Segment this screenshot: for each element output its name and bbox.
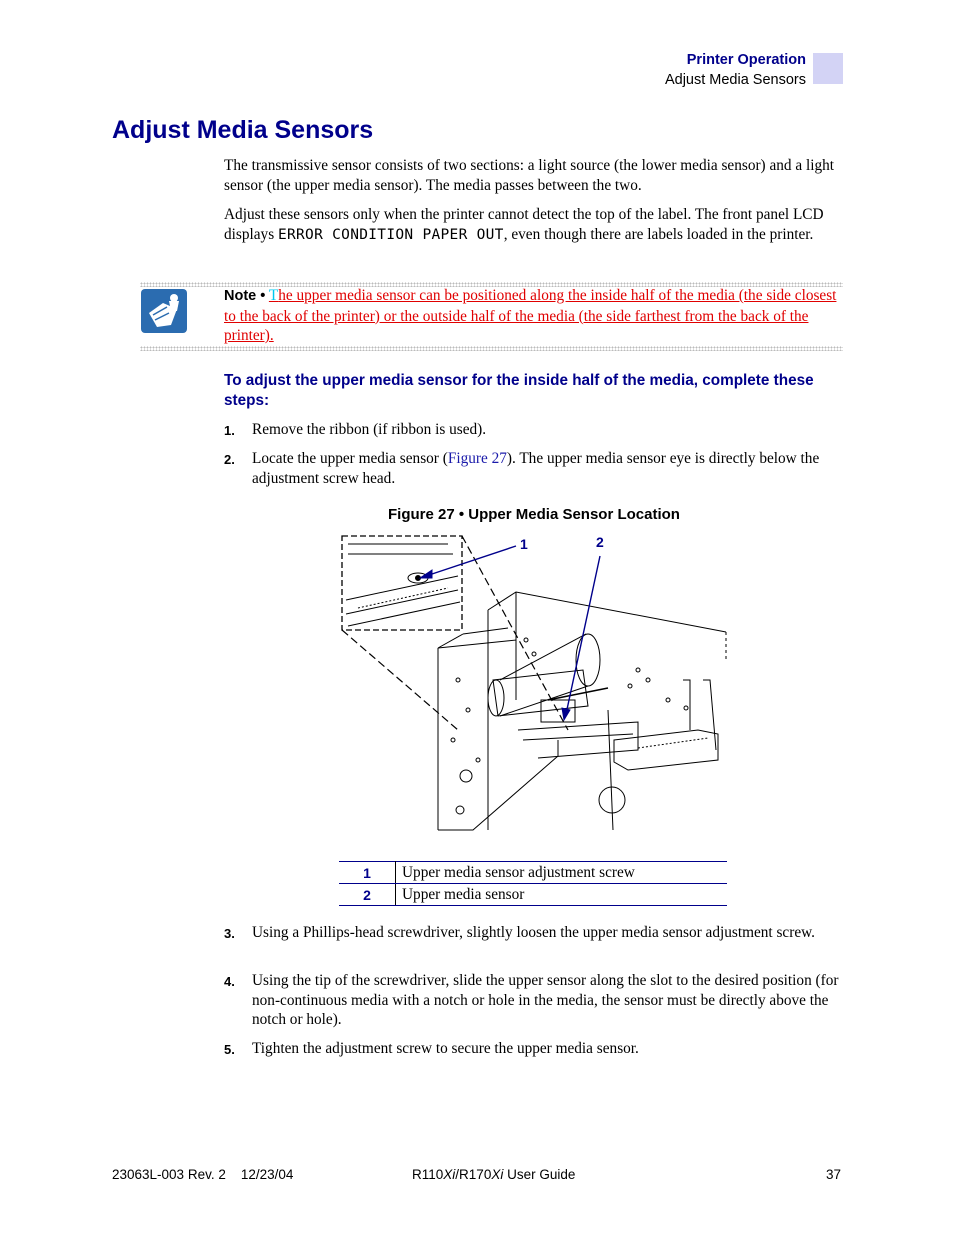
table-row	[339, 862, 727, 884]
figure-legend-table	[339, 861, 727, 906]
footer-guide-part: User Guide	[503, 1167, 576, 1182]
note-first-letter: T	[268, 287, 279, 304]
step-text-before: Locate the upper media sensor (	[252, 450, 448, 467]
footer-guide-part: Xi	[443, 1167, 456, 1182]
legend-number: 1	[339, 862, 396, 884]
intro-p2-before: Adjust these sensors only when the printer cannot detect the top of the label. The front panel LCD displays	[224, 206, 824, 243]
callout-2: 2	[596, 534, 604, 550]
footer-guide-part: R110	[412, 1167, 444, 1182]
step-number: 4.	[224, 974, 235, 989]
legend-description: Upper media sensor	[396, 884, 728, 906]
intro-paragraph-2	[224, 205, 844, 245]
page-title: Adjust Media Sensors	[112, 116, 374, 144]
lcd-message-code: ERROR CONDITION PAPER OUT	[277, 226, 504, 243]
printer-sensor-illustration	[338, 530, 728, 848]
step-text: Using the tip of the screwdriver, slide the upper sensor along the slot to the desired position (for non-continuous media with a notch or hole in the media, the sensor must be directly above the notch or hole).	[252, 972, 839, 1028]
header-section-title: Printer Operation	[686, 52, 806, 68]
footer-guide-part: /R170	[455, 1167, 492, 1182]
printer-frame	[438, 592, 726, 830]
legend-number: 2	[339, 884, 396, 906]
footer-doc-id	[112, 1167, 293, 1182]
step-number: 1.	[224, 423, 235, 438]
step-text: Remove the ribbon (if ribbon is used).	[252, 421, 487, 438]
header-subsection-title: Adjust Media Sensors	[664, 72, 806, 88]
step-text: Using a Phillips-head screwdriver, slightly loosen the upper media sensor adjustment screw.	[252, 924, 815, 941]
footer-guide-title	[412, 1167, 575, 1182]
table-row	[339, 884, 727, 906]
figure-27-link[interactable]: Figure 27	[447, 450, 507, 467]
procedure-heading: To adjust the upper media sensor for the inside half of the media, complete these steps:	[224, 372, 814, 409]
note-label: Note •	[224, 288, 266, 304]
header-tab-marker	[813, 53, 843, 84]
inset-detail-view	[342, 536, 462, 630]
step-number: 5.	[224, 1042, 235, 1057]
step-text	[252, 449, 842, 488]
footer-guide-part: Xi	[491, 1167, 504, 1182]
note-text	[224, 286, 844, 346]
note-bottom-rule	[140, 346, 843, 351]
footer-date: 12/23/04	[240, 1167, 294, 1182]
note-hand-icon	[141, 289, 187, 333]
step-number: 3.	[224, 926, 235, 941]
footer-page-number: 37	[825, 1167, 841, 1182]
callout-1: 1	[520, 536, 528, 552]
step-number: 2.	[224, 452, 235, 467]
step-text-after: ). The upper media sensor eye is directly below the adjustment screw head.	[252, 450, 820, 487]
step-text: Tighten the adjustment screw to secure the upper media sensor.	[252, 1040, 639, 1057]
legend-description: Upper media sensor adjustment screw	[396, 862, 728, 884]
intro-paragraph-1: The transmissive sensor consists of two sections: a light source (the lower media sensor) and a light sensor (the upper media sensor). The media passes between the two.	[224, 157, 835, 194]
note-body: he upper media sensor can be positioned along the inside half of the media (the side closest to the back of the printer) or the outside half of the media (the side farthest from the back of the printer).	[224, 287, 837, 344]
footer-doc-number: 23063L-003 Rev. 2	[112, 1167, 226, 1182]
figure-caption: Figure 27 • Upper Media Sensor Location	[388, 506, 680, 523]
intro-p2-after: , even though there are labels loaded in the printer.	[503, 225, 814, 243]
